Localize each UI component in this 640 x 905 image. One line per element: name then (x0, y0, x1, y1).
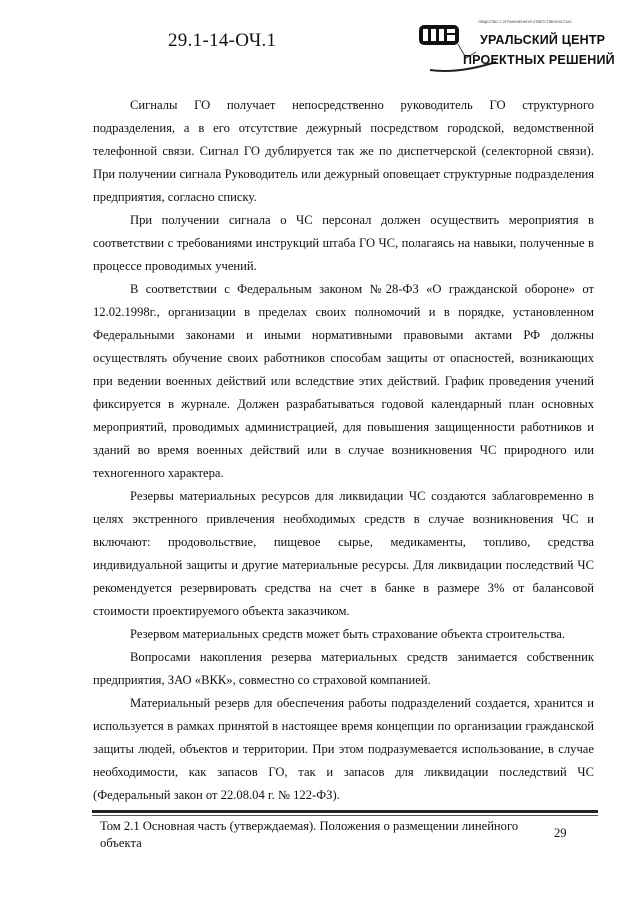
logo-title-line1: УРАЛЬСКИЙ ЦЕНТР (480, 33, 606, 47)
paragraph: Сигналы ГО получает непосредственно руководитель ГО структурного подразделения, а в его отсутствие дежурный посредством городской, ведомственной телефонной связи. Сигнал ГО дублируется так же по диспетчерской (селекторной связи). При получении сигнала Руководитель или дежурный оповещает структурные подразделения предприятия, согласно списку. (93, 98, 594, 204)
document-code: 29.1-14-ОЧ.1 (168, 30, 277, 51)
page-number: 29 (554, 826, 567, 840)
footer-divider (92, 810, 598, 813)
paragraph: Материальный резерв для обеспечения работы подразделений создается, хранится и используется в рамках принятой в настоящее время концепции по организации гражданской защиты людей, объектов и территории. При этом подразумевается использование, в случае необходимости, как запасов ГО, так и запасов для ликвидации последствий ЧС (Федеральный закон от 22.08.04 г. № 122-ФЗ). (93, 696, 594, 802)
paragraph: Резервом материальных средств может быть страхование объекта строительства. (130, 627, 566, 641)
footer-divider-thin (92, 815, 598, 816)
paragraph: Резервы материальных ресурсов для ликвидации ЧС создаются заблаговременно в целях экстренного привлечения необходимых средств в случае возникновения ЧС и включают: продовольствие, пищевое сырье, медикаменты, топливо, средства индивидуальной защиты и другие материальные ресурсы. Для ликвидации последствий ЧС рекомендуется резервировать средства на счет в банке в размере 3% от балансовой стоимости проектируемого объекта заказчиком. (93, 489, 594, 618)
logo-small-text: ОБЩЕСТВО С ОГРАНИЧЕННОЙ ОТВЕТСТВЕННОСТЬЮ (478, 20, 572, 24)
paragraph: При получении сигнала о ЧС персонал должен осуществить мероприятия в соответствии с требованиями инструкций штаба ГО ЧС, полагаясь на навыки, полученные в процессе проводимых учений. (93, 213, 594, 273)
footer-caption: Том 2.1 Основная часть (утверждаемая). Положения о размещении линейного объекта (100, 819, 519, 850)
paragraph: В соответствии с Федеральным законом №28-ФЗ «О гражданской обороне» от 12.02.1998г., организации в пределах своих полномочий и в порядке, установленном Федеральными законами и иными нормативными правовыми актами РФ должны осуществлять обучение своих работников способам защиты от опасностей, возникающих при ведении военных действий или вследствие этих действий. График проведения учений фиксируется в журнале. Должен разрабатываться годовой календарный план основных мероприятий, проводимых администрацией, для повышения защищенности работников и зданий во время военных действий или в случае возникновения ЧС природного или техногенного характера. (93, 282, 594, 480)
logo-title-line2: ПРОЕКТНЫХ РЕШЕНИЙ (463, 53, 615, 67)
body-text (93, 94, 594, 807)
paragraph: Вопросами накопления резерва материальных средств занимается собственник предприятия, ЗАО «ВКК», совместно со страховой компанией. (93, 650, 594, 687)
